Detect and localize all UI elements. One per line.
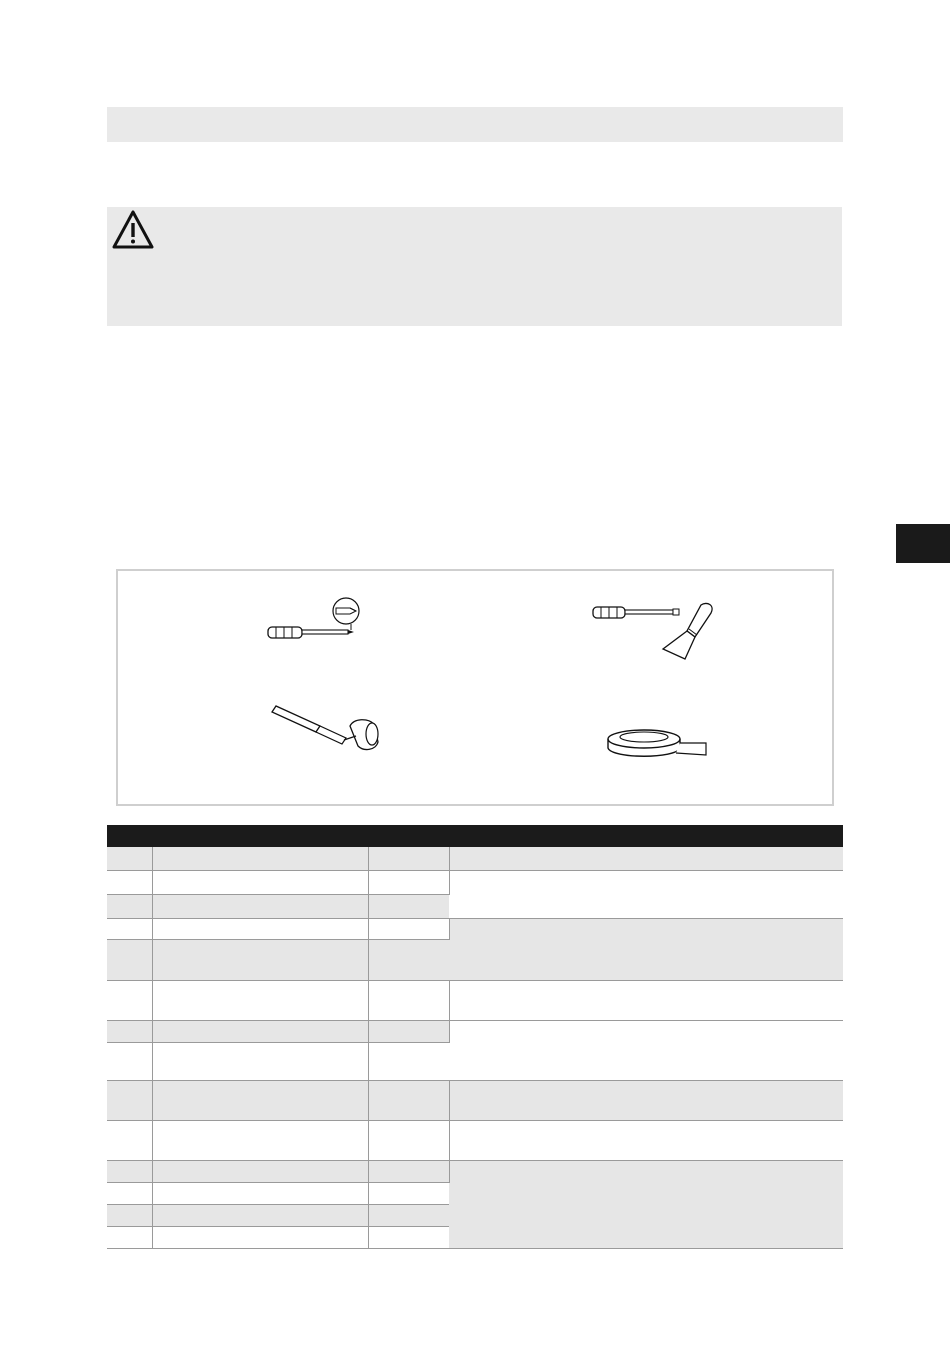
table-cell <box>152 870 368 894</box>
table-cell <box>368 1120 449 1160</box>
table-cell <box>152 1020 368 1042</box>
table-row <box>107 980 843 1020</box>
table-row <box>107 918 843 939</box>
table-cell <box>107 847 152 870</box>
table-cell <box>368 847 449 870</box>
table-cell <box>368 1204 449 1226</box>
table-cell <box>152 1080 368 1120</box>
table-cell <box>368 894 449 918</box>
tape-roll-icon <box>606 721 710 761</box>
table-cell <box>449 1080 843 1120</box>
table-cell <box>152 939 368 980</box>
table-row <box>107 1080 843 1120</box>
table-cell <box>152 918 368 939</box>
table-row <box>107 870 843 894</box>
table-cell <box>152 980 368 1020</box>
table-cell <box>107 894 152 918</box>
table-row <box>107 1160 843 1182</box>
header-cell-no <box>107 825 152 847</box>
table-row <box>107 1120 843 1160</box>
table-cell <box>152 1160 368 1182</box>
table-cell <box>152 1042 368 1080</box>
table-cell <box>107 918 152 939</box>
table-cell <box>368 1226 449 1248</box>
header-cell-qty <box>368 825 449 847</box>
table-cell <box>152 1120 368 1160</box>
table-cell <box>107 1042 152 1080</box>
table-cell <box>152 1204 368 1226</box>
table-cell <box>152 1182 368 1204</box>
phillips-screwdriver-icon <box>266 595 366 647</box>
table-cell <box>368 980 449 1020</box>
parts-table <box>107 825 843 1249</box>
table-cell <box>449 870 843 918</box>
table-row <box>107 1020 843 1042</box>
header-cell-name <box>152 825 368 847</box>
section-side-tab <box>896 524 950 563</box>
table-cell <box>368 939 449 980</box>
table-cell <box>368 870 449 894</box>
section-header-bar <box>107 107 843 142</box>
flathead-screwdriver-icon <box>591 599 721 663</box>
table-cell <box>107 870 152 894</box>
table-cell <box>368 1182 449 1204</box>
table-cell <box>368 1020 449 1042</box>
table-cell <box>368 918 449 939</box>
table-cell <box>107 939 152 980</box>
table-cell <box>449 847 843 870</box>
table-cell <box>368 1160 449 1182</box>
table-cell <box>107 1020 152 1042</box>
table-cell <box>449 918 843 980</box>
mallet-icon <box>268 704 388 756</box>
warning-triangle-icon <box>111 209 155 251</box>
table-header-row <box>107 825 843 847</box>
required-tools-panel <box>116 569 834 806</box>
table-cell <box>449 980 843 1020</box>
table-cell <box>107 1080 152 1120</box>
table-cell <box>449 1160 843 1248</box>
table-cell <box>152 894 368 918</box>
table-row <box>107 847 843 870</box>
table-cell <box>368 1042 449 1080</box>
table-cell <box>449 1020 843 1080</box>
warning-box <box>107 207 842 326</box>
table-cell <box>152 1226 368 1248</box>
table-cell <box>107 980 152 1020</box>
table-cell <box>107 1160 152 1182</box>
table-cell <box>152 847 368 870</box>
table-cell <box>107 1182 152 1204</box>
header-cell-notes <box>449 825 843 847</box>
table-cell <box>107 1204 152 1226</box>
table-cell <box>449 1120 843 1160</box>
table-cell <box>107 1226 152 1248</box>
table-cell <box>368 1080 449 1120</box>
table-cell <box>107 1120 152 1160</box>
